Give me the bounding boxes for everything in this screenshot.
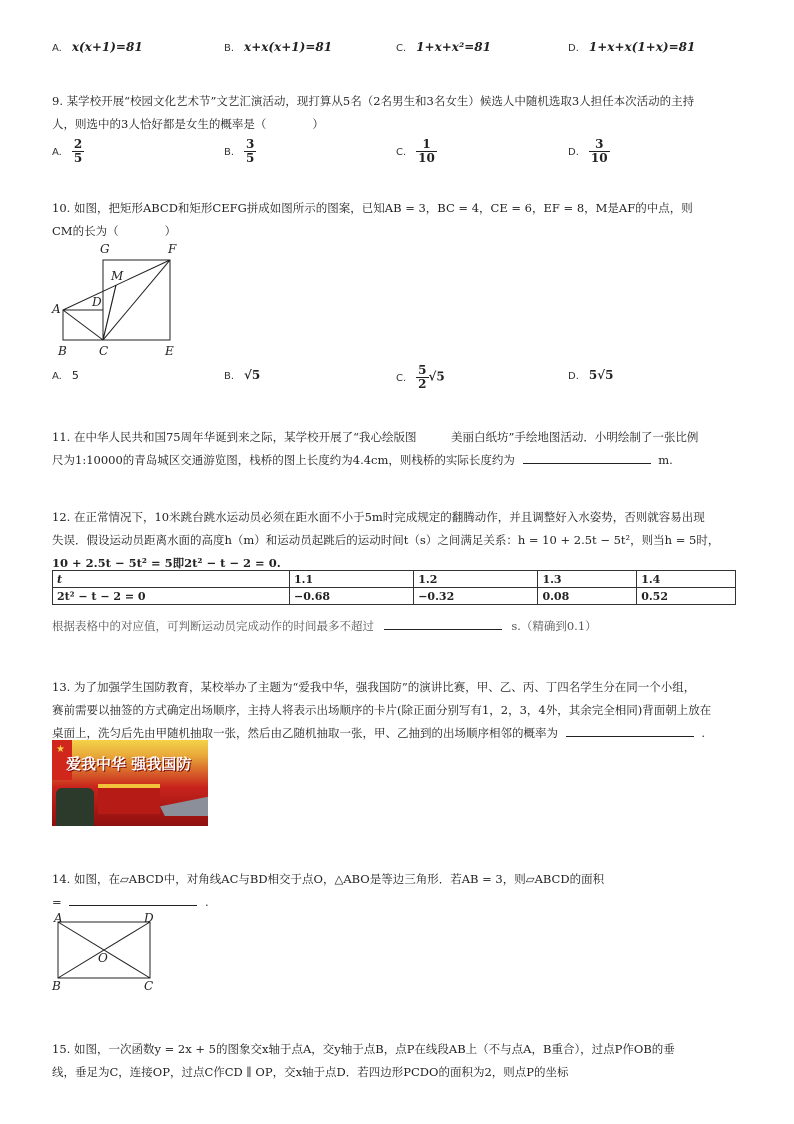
soldiers-icon xyxy=(56,788,94,826)
q15-stem xyxy=(52,1038,742,1084)
q12-table xyxy=(52,570,736,605)
q13-stem: 13. 为了加强学生国防教育，某校举办了主题为“爱我中华，强我国防”的演讲比赛，甲、乙、丙、丁四名学生分在同一个小组， 赛前需要以抽签的方式确定出场顺序，主持人将表示出场顺序的卡片(除正面分别写有1，2，3，4外，其余完全相同)背面朝上放在 桌面上，洗匀后先由甲随机抽取一张，然后由乙随机抽取一张，甲、乙抽到的出场顺序相邻的概率为 . xyxy=(52,676,742,745)
segment-af xyxy=(63,260,170,310)
table-cell: 0.08 xyxy=(538,588,637,605)
label-b: B xyxy=(52,979,61,993)
q12-after: 根据表格中的对应值，可判断运动员完成动作的时间最多不超过 s.（精确到0.1） xyxy=(52,619,597,633)
label-c: C xyxy=(99,344,109,358)
q10-stem xyxy=(52,197,742,243)
flag-icon: ★ xyxy=(52,740,72,780)
q9-option-a[interactable]: A. $\frac{2}{5}$ xyxy=(52,137,83,165)
q10-line2: CM的长为（ ） xyxy=(52,224,177,238)
q10-option-b[interactable]: B. √5 xyxy=(224,368,261,382)
table-cell: 2t² − t − 2 = 0 xyxy=(53,588,290,605)
poster-slogan: 爱我中华 强我国防 xyxy=(66,755,192,773)
q13-line3: 桌面上，洗匀后先由甲随机抽取一张，然后由乙随机抽取一张，甲、乙抽到的出场顺序相邻的概率为 xyxy=(52,726,558,740)
table-cell: 1.2 xyxy=(414,571,538,588)
label-a: A xyxy=(52,302,61,316)
q8-options xyxy=(52,40,752,64)
q14-figure xyxy=(50,912,170,994)
q13-poster-image xyxy=(52,740,208,826)
q14-line1: 14. 如图，在▱ABCD中，对角线AC与BD相交于点O，△ABO是等边三角形．若AB = 3，则▱ABCD的面积 xyxy=(52,872,605,886)
q10-option-a[interactable]: A. 5 xyxy=(52,369,79,382)
table-cell: 1.3 xyxy=(538,571,637,588)
q14-answer-blank[interactable] xyxy=(69,893,197,906)
label-d: D xyxy=(92,295,102,309)
q12-answer-blank[interactable] xyxy=(384,617,502,630)
q14-stem: 14. 如图，在▱ABCD中，对角线AC与BD相交于点O，△ABO是等边三角形．若AB = 3，则▱ABCD的面积 = . xyxy=(52,868,742,914)
q10-option-d[interactable]: D. 5√5 xyxy=(568,368,614,382)
q12-line3: 10 + 2.5t − 5t² = 5即2t² − t − 2 = 0. xyxy=(52,556,281,570)
q9-stem xyxy=(52,90,742,136)
q11-unit: m. xyxy=(658,453,673,467)
label-g: G xyxy=(100,242,110,256)
q10-option-c[interactable]: C. $\frac{5}{2}$ √5 xyxy=(396,363,445,391)
q13-answer-blank[interactable] xyxy=(566,724,694,737)
label-a: A xyxy=(54,912,63,925)
q9-options xyxy=(52,136,752,170)
q8-option-a[interactable]: A. x(x+1)=81 xyxy=(52,40,143,54)
q9-option-b[interactable]: B. $\frac{3}{5}$ xyxy=(224,137,255,165)
table-cell: t xyxy=(53,571,290,588)
label-m: M xyxy=(111,269,124,283)
table-row xyxy=(53,588,736,605)
table-cell: −0.68 xyxy=(290,588,414,605)
table-row xyxy=(53,571,736,588)
q10-options xyxy=(52,364,752,398)
label-b: B xyxy=(58,344,67,358)
q10-line1: 10. 如图，把矩形ABCD和矩形CEFG拼成如图所示的图案，已知AB = 3，BC = 4，CE = 6，EF = 8，M是AF的中点，则 xyxy=(52,201,693,215)
q13-line1: 13. 为了加强学生国防教育，某校举办了主题为“爱我中华，强我国防”的演讲比赛，甲、乙、丙、丁四名学生分在同一个小组， xyxy=(52,680,696,694)
label-e: E xyxy=(165,344,174,358)
q12-line1: 12. 在正常情况下，10米跳台跳水运动员必须在距水面不小于5m时完成规定的翻腾动作，并且调整好入水姿势，否则就容易出现 xyxy=(52,510,705,524)
q11-answer-blank[interactable] xyxy=(523,451,651,464)
q15-line1: 15. 如图，一次函数y = 2x + 5的图象交x轴于点A，交y轴于点B，点P在线段AB上（不与点A，B重合），过点P作OB的垂 xyxy=(52,1042,675,1056)
q11-line2: 尺为1:10000的青岛城区交通游览图，栈桥的图上长度约为4.4cm，则栈桥的实际长度约为 xyxy=(52,453,515,467)
q13-line2: 赛前需要以抽签的方式确定出场顺序，主持人将表示出场顺序的卡片(除正面分别写有1，2，3，4外，其余完全相同)背面朝上放在 xyxy=(52,703,712,717)
segment-ac xyxy=(63,310,103,340)
ship-icon xyxy=(160,792,208,816)
label-c: C xyxy=(144,979,154,993)
table-cell: 0.52 xyxy=(637,588,736,605)
table-cell: 1.4 xyxy=(637,571,736,588)
q11-line1: 11. 在中华人民共和国75周年华诞到来之际，某学校开展了“我心绘版图 美丽白纸坊”手绘地图活动．小明绘制了一张比例 xyxy=(52,430,699,444)
tiananmen-icon xyxy=(98,784,160,814)
q9-line2: 人，则选中的3人恰好都是女生的概率是（ ） xyxy=(52,117,324,131)
q8-option-c[interactable]: C. 1+x+x²=81 xyxy=(396,40,491,54)
q10-figure xyxy=(50,240,190,360)
q12-line2: 失误．假设运动员距离水面的高度h（m）和运动员起跳后的运动时间t（s）之间满足关系：h = 10 + 2.5t − 5t²，则当h = 5时， xyxy=(52,533,720,547)
q12-stem xyxy=(52,506,742,575)
label-f: F xyxy=(168,242,177,256)
q15-line2: 线，垂足为C，连接OP，过点C作CD ∥ OP，交x轴于点D．若四边形PCDO的面积为2，则点P的坐标 xyxy=(52,1065,569,1079)
q9-line1: 9. 某学校开展“校园文化艺术节”文艺汇演活动，现打算从5名（2名男生和3名女生）候选人中随机选取3人担任本次活动的主持 xyxy=(52,94,695,108)
table-cell: 1.1 xyxy=(290,571,414,588)
q8-option-b[interactable]: B. x+x(x+1)=81 xyxy=(224,40,333,54)
q9-option-d[interactable]: D. $\frac{3}{10}$ xyxy=(568,137,608,165)
q9-option-c[interactable]: C. $\frac{1}{10}$ xyxy=(396,137,435,165)
table-cell: −0.32 xyxy=(414,588,538,605)
q8-option-d[interactable]: D. 1+x+x(1+x)=81 xyxy=(568,40,696,54)
label-d: D xyxy=(144,912,154,925)
label-o: O xyxy=(98,951,108,965)
q11-stem xyxy=(52,426,742,472)
